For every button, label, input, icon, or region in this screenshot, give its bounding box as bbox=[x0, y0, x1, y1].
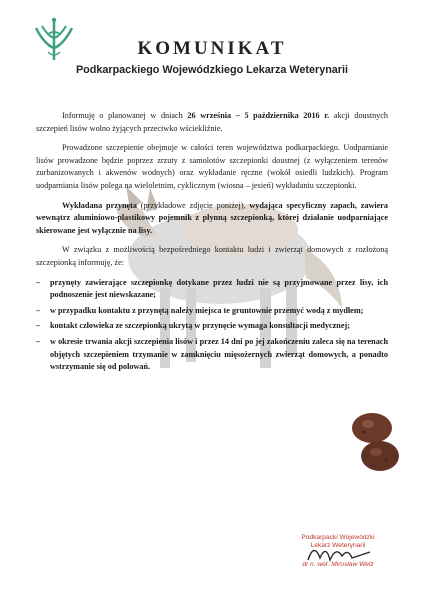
announcement-body bbox=[36, 110, 388, 377]
campaign-dates: 26 września – 5 października 2016 r. bbox=[187, 111, 330, 120]
list-item: – w przypadku kontaktu z przynętą należy miejsca te gruntownie przemyć wodą z mydłem; bbox=[36, 305, 364, 315]
safety-guidelines-list bbox=[36, 277, 388, 374]
scope-paragraph: Prowadzone szczepienie obejmuje w całości teren województwa podkarpackiego. Uodparnianie lisów prowadzone będzie poprzez zrzuty z samolotów szczepionki doustnej (z wyłączeniem terenów zurbanizowanych i akwenów wodnych) oraz wykładanie ręczne (wokół osiedli ludzkich). Program uodparniania lisów polega na wieloletnim, cyklicznym (wiosna – jesień) wykładaniu szczepionki. bbox=[36, 143, 388, 190]
page-subtitle: Podkarpackiego Wojewódzkiego Lekarza Weterynarii bbox=[75, 64, 348, 76]
warning-intro-paragraph: W związku z możliwością bezpośredniego kontaktu ludzi i zwierząt domowych z rozłożoną szczepionką informuję, że: bbox=[36, 245, 388, 267]
page-title: KOMUNIKAT bbox=[137, 38, 287, 59]
intro-paragraph: Informuję o planowanej w dniach 26 września – 5 października 2016 r. akcji doustnych szczepień lisów wolno żyjących przeciwko wściekliźnie. bbox=[36, 111, 389, 133]
list-item: – przynęty zawierające szczepionkę dotykane przez ludzi nie są przyjmowane przez lisy, ich podnoszenie jest niewskazane; bbox=[36, 277, 388, 300]
bait-paragraph: Wykładana przynęta (przykładowe zdjęcie poniżej), wydająca specyficzny zapach, zawiera wewnątrz aluminiowo-plastikowy pojemnik z płynną szczepionką, której działanie uodparniające skierowane jest wyłącznie na lisy. bbox=[36, 200, 388, 235]
official-stamp: Podkarpacki Wojewódzki Lekarz Weterynarii dr n. wet. Mirosław Welz bbox=[278, 534, 398, 569]
list-item: – w okresie trwania akcji szczepienia lisów i przez 14 dni po jej zakończeniu zaleca się na terenach objętych szczepieniem trzymanie w zamknięciu mięsożernych zwierząt domowych, a ponadto wstrzymanie się od polowań. bbox=[36, 336, 388, 372]
vaccine-bait-photo bbox=[342, 408, 404, 476]
list-item: – kontakt człowieka ze szczepionką ukrytą w przynęcie wymaga konsultacji medycznej; bbox=[36, 321, 350, 331]
signatory-name: dr n. wet. Mirosław Welz bbox=[302, 560, 374, 568]
handwritten-signature bbox=[300, 538, 390, 568]
